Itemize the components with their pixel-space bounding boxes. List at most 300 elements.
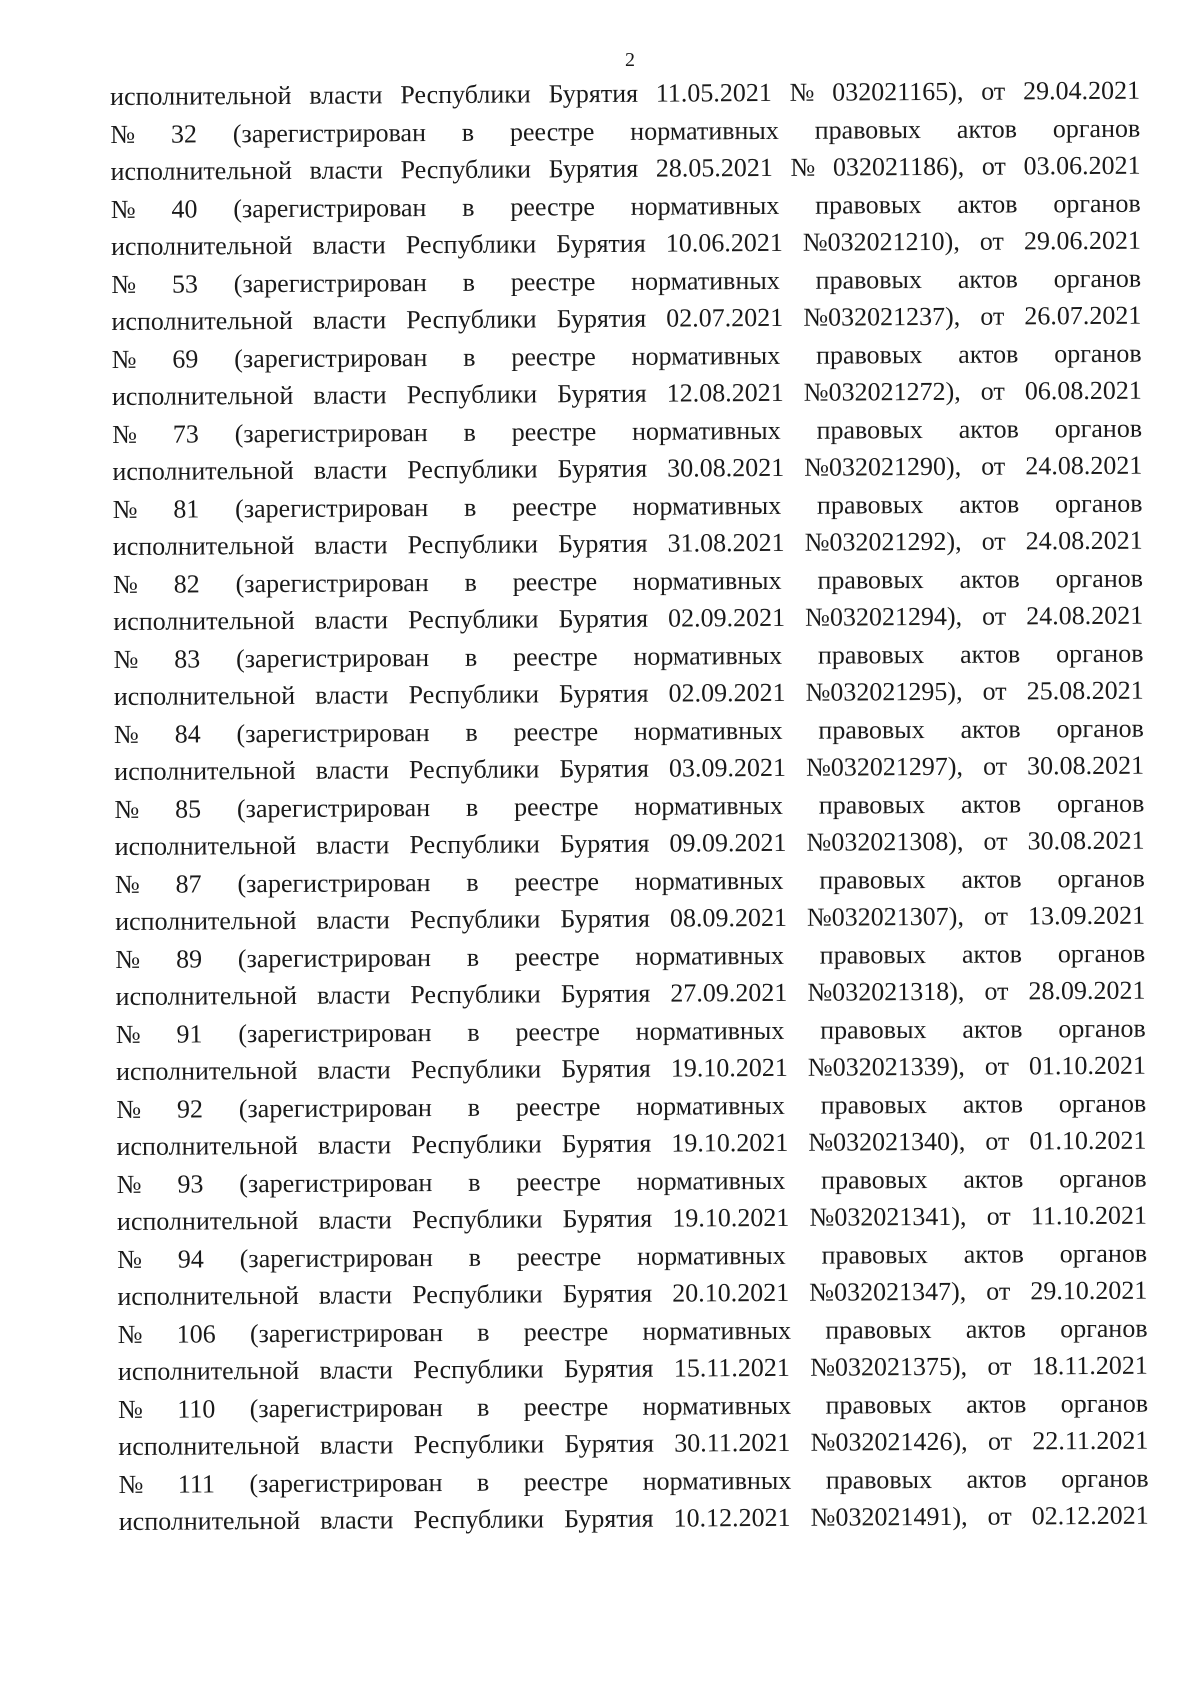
word: реестре bbox=[511, 416, 597, 447]
word: 28.09.2021 bbox=[1028, 975, 1146, 1006]
word: №032021375), bbox=[810, 1351, 968, 1382]
text-line bbox=[117, 1272, 1147, 1316]
word: власти bbox=[315, 680, 389, 710]
word: 11.10.2021 bbox=[1030, 1200, 1147, 1231]
word: 11.05.2021 bbox=[655, 77, 772, 108]
word: Бурятия bbox=[557, 378, 647, 409]
word: в bbox=[464, 642, 478, 672]
word: власти bbox=[316, 830, 390, 860]
word: Республики bbox=[406, 379, 538, 410]
word: нормативных bbox=[634, 790, 784, 821]
word: 08.09.2021 bbox=[669, 902, 787, 933]
word: в bbox=[477, 1317, 490, 1347]
word: 69 bbox=[172, 343, 199, 374]
word: правовых bbox=[817, 564, 924, 595]
word: 87 bbox=[175, 868, 202, 899]
word: № bbox=[111, 344, 137, 374]
word: Республики bbox=[413, 1354, 544, 1385]
word: (зарегистрирован bbox=[239, 1242, 433, 1273]
word: от bbox=[986, 1201, 1011, 1231]
word: нормативных bbox=[642, 1390, 792, 1421]
word: правовых bbox=[825, 1389, 932, 1420]
word: исполнительной bbox=[111, 380, 294, 411]
word: правовых bbox=[815, 189, 922, 220]
word: №032021340), bbox=[808, 1126, 966, 1157]
word: исполнительной bbox=[110, 230, 293, 261]
word: 53 bbox=[171, 268, 199, 299]
word: № bbox=[112, 494, 138, 524]
word: 24.08.2021 bbox=[1026, 600, 1144, 631]
word: нормативных bbox=[635, 1015, 785, 1046]
word: власти bbox=[316, 905, 390, 935]
word: 02.09.2021 bbox=[667, 602, 786, 633]
word: Республики bbox=[408, 679, 540, 710]
word: реестре bbox=[523, 1466, 609, 1496]
word: власти bbox=[313, 455, 388, 485]
word: 93 bbox=[177, 1168, 204, 1199]
word: Республики bbox=[407, 529, 539, 560]
word: (зарегистрирован bbox=[249, 1467, 443, 1498]
word: Республики bbox=[410, 1054, 542, 1085]
word: актов bbox=[966, 1463, 1027, 1494]
word: 29.04.2021 bbox=[1022, 75, 1141, 106]
word: правовых bbox=[819, 939, 927, 970]
word: власти bbox=[309, 80, 383, 110]
word: реестре bbox=[511, 341, 596, 372]
word: органов bbox=[1053, 263, 1142, 293]
word: Республики bbox=[410, 979, 541, 1010]
word: в bbox=[461, 117, 475, 147]
text-line bbox=[112, 447, 1142, 491]
word: 22.11.2021 bbox=[1032, 1425, 1149, 1456]
word: Республики bbox=[407, 454, 538, 485]
word: исполнительной bbox=[112, 530, 295, 561]
word: органов bbox=[1057, 863, 1145, 893]
word: нормативных bbox=[630, 115, 779, 146]
text-line bbox=[115, 972, 1145, 1016]
word: № bbox=[114, 869, 140, 899]
word: 84 bbox=[174, 718, 201, 749]
text-line bbox=[112, 409, 1142, 453]
word: актов bbox=[960, 713, 1021, 744]
word: актов bbox=[963, 1238, 1024, 1269]
word: от bbox=[982, 751, 1008, 781]
word: от bbox=[979, 226, 1004, 256]
word: (зарегистрирован bbox=[235, 492, 429, 523]
word: правовых bbox=[817, 639, 925, 670]
word: в bbox=[476, 1467, 490, 1497]
word: Бурятия bbox=[561, 1053, 651, 1084]
word: в bbox=[464, 567, 477, 597]
word: Республики bbox=[411, 1129, 542, 1160]
word: Бурятия bbox=[556, 228, 646, 259]
text-line bbox=[118, 1459, 1148, 1503]
word: 82 bbox=[173, 568, 200, 599]
word: нормативных bbox=[633, 715, 783, 746]
word: органов bbox=[1056, 713, 1144, 743]
word: исполнительной bbox=[110, 155, 293, 186]
word: Республики bbox=[406, 304, 537, 335]
text-line bbox=[117, 1234, 1147, 1278]
word: № bbox=[114, 794, 140, 824]
word: исполнительной bbox=[117, 1355, 300, 1386]
word: 24.08.2021 bbox=[1025, 450, 1143, 481]
word: нормативных bbox=[632, 565, 782, 596]
word: органов bbox=[1055, 563, 1144, 593]
word: 01.10.2021 bbox=[1028, 1050, 1147, 1081]
word: № bbox=[116, 1094, 142, 1124]
word: актов bbox=[962, 1013, 1023, 1044]
word: от bbox=[981, 451, 1006, 481]
word: исполнительной bbox=[116, 1130, 299, 1161]
word: власти bbox=[319, 1355, 393, 1385]
word: реестре bbox=[514, 941, 600, 972]
word: 28.05.2021 bbox=[655, 152, 773, 183]
word: актов bbox=[961, 863, 1022, 894]
page-number: 2 bbox=[625, 49, 635, 71]
word: органов bbox=[1055, 638, 1144, 668]
word: власти bbox=[320, 1505, 394, 1535]
word: №032021237), bbox=[803, 301, 961, 332]
word: в bbox=[462, 192, 475, 222]
word: исполнительной bbox=[113, 680, 296, 711]
text-line bbox=[116, 1122, 1146, 1166]
word: 10.12.2021 bbox=[673, 1502, 791, 1533]
word: 02.09.2021 bbox=[668, 677, 786, 708]
word: 09.09.2021 bbox=[669, 827, 787, 858]
word: №032021426), bbox=[810, 1426, 968, 1457]
word: власти bbox=[317, 1055, 391, 1085]
word: Республики bbox=[407, 604, 539, 635]
word: (зарегистрирован bbox=[232, 117, 427, 148]
text-line bbox=[112, 372, 1142, 416]
word: 32 bbox=[170, 118, 198, 149]
word: (зарегистрирован bbox=[235, 642, 430, 673]
word: №032021290), bbox=[804, 451, 962, 482]
word: Бурятия bbox=[563, 1353, 654, 1384]
word: от bbox=[980, 301, 1005, 331]
text-line bbox=[116, 1009, 1146, 1053]
text-line bbox=[114, 784, 1144, 828]
word: 19.10.2021 bbox=[672, 1202, 790, 1233]
word: Бурятия bbox=[558, 678, 649, 709]
text-line bbox=[114, 709, 1144, 753]
word: правовых bbox=[825, 1314, 932, 1345]
word: Бурятия bbox=[557, 528, 648, 559]
word: 03.09.2021 bbox=[668, 752, 787, 783]
word: исполнительной bbox=[114, 755, 296, 786]
word: 110 bbox=[177, 1393, 216, 1424]
word: реестре bbox=[509, 116, 595, 147]
word: № bbox=[116, 1169, 142, 1199]
word: Республики bbox=[408, 754, 540, 785]
word: (зарегистрирован bbox=[236, 792, 431, 823]
word: реестре bbox=[523, 1391, 609, 1421]
word: реестре bbox=[515, 1091, 601, 1122]
word: от bbox=[984, 1051, 1010, 1081]
word: органов bbox=[1057, 938, 1146, 968]
word: нормативных bbox=[635, 940, 784, 971]
text-line bbox=[113, 597, 1143, 641]
word: от bbox=[984, 976, 1009, 1006]
word: исполнительной bbox=[113, 605, 295, 636]
word: актов bbox=[959, 488, 1020, 519]
word: Республики bbox=[409, 829, 540, 860]
word: актов bbox=[963, 1163, 1024, 1194]
text-line bbox=[111, 259, 1141, 303]
word: № bbox=[118, 1394, 144, 1424]
text-line bbox=[118, 1347, 1148, 1391]
word: актов bbox=[957, 188, 1018, 219]
word: актов bbox=[958, 413, 1019, 444]
word: от bbox=[981, 76, 1006, 106]
word: реестре bbox=[523, 1316, 609, 1346]
word: органов bbox=[1060, 1313, 1148, 1343]
word: №032021347), bbox=[809, 1276, 967, 1307]
word: органов bbox=[1061, 1463, 1149, 1493]
word: 30.08.2021 bbox=[1027, 750, 1145, 781]
word: нормативных bbox=[642, 1315, 792, 1346]
word: правовых bbox=[818, 789, 926, 820]
text-line bbox=[118, 1422, 1148, 1466]
word: № bbox=[113, 569, 138, 599]
word: исполнительной bbox=[116, 1205, 299, 1236]
word: № bbox=[789, 77, 815, 107]
word: исполнительной bbox=[118, 1505, 301, 1536]
word: органов bbox=[1055, 488, 1143, 518]
word: Республики bbox=[405, 229, 537, 260]
word: Бурятия bbox=[562, 1203, 653, 1234]
word: 111 bbox=[177, 1468, 216, 1499]
text-line bbox=[113, 484, 1143, 528]
word: №032021210), bbox=[802, 226, 960, 257]
word: правовых bbox=[815, 264, 923, 295]
word: власти bbox=[317, 1130, 392, 1160]
word: № bbox=[110, 194, 136, 224]
word: Бурятия bbox=[562, 1278, 653, 1309]
word: актов bbox=[959, 563, 1020, 594]
text-line bbox=[114, 747, 1144, 791]
word: власти bbox=[312, 230, 386, 260]
word: реестре bbox=[512, 491, 597, 522]
word: правовых bbox=[816, 489, 924, 520]
word: 29.06.2021 bbox=[1023, 225, 1142, 256]
word: реестре bbox=[510, 191, 595, 222]
word: 19.10.2021 bbox=[671, 1127, 789, 1158]
word: реестре bbox=[513, 716, 599, 747]
word: 03.06.2021 bbox=[1023, 150, 1141, 181]
text-line bbox=[111, 222, 1141, 266]
word: 15.11.2021 bbox=[673, 1352, 790, 1383]
word: органов bbox=[1053, 188, 1141, 218]
word: власти bbox=[309, 155, 383, 185]
word: № bbox=[113, 719, 139, 749]
word: органов bbox=[1054, 338, 1142, 368]
text-line bbox=[117, 1197, 1147, 1241]
word: органов bbox=[1056, 788, 1145, 818]
word: Республики bbox=[400, 154, 532, 185]
word: от bbox=[981, 526, 1006, 556]
word: № bbox=[110, 119, 136, 149]
word: реестре bbox=[513, 791, 599, 822]
word: от bbox=[987, 1351, 1012, 1381]
word: 30.11.2021 bbox=[674, 1427, 791, 1458]
word: №032021341), bbox=[809, 1201, 967, 1232]
word: исполнительной bbox=[115, 1055, 298, 1086]
word: в bbox=[467, 1017, 480, 1047]
word: реестре bbox=[514, 866, 600, 897]
word: Республики bbox=[413, 1504, 545, 1535]
word: правовых bbox=[818, 714, 925, 745]
word: исполнительной bbox=[114, 830, 297, 861]
word: актов bbox=[961, 938, 1023, 969]
word: 01.10.2021 bbox=[1029, 1125, 1147, 1156]
word: от bbox=[983, 901, 1009, 931]
word: 032021186), bbox=[832, 151, 965, 182]
word: от bbox=[982, 601, 1007, 631]
word: (зарегистрирован bbox=[239, 1167, 433, 1198]
word: органов bbox=[1059, 1163, 1147, 1193]
word: 31.08.2021 bbox=[667, 527, 785, 558]
word: нормативных bbox=[631, 340, 781, 371]
word: №032021308), bbox=[806, 826, 964, 857]
text-line bbox=[118, 1309, 1148, 1353]
word: нормативных bbox=[634, 865, 784, 896]
text-line bbox=[113, 559, 1143, 603]
text-line bbox=[113, 522, 1143, 566]
word: в bbox=[466, 942, 480, 972]
word: от bbox=[980, 376, 1005, 406]
word: от bbox=[983, 826, 1008, 856]
word: Республики bbox=[412, 1279, 543, 1310]
word: №032021272), bbox=[803, 376, 961, 407]
word: (зарегистрирован bbox=[234, 417, 428, 448]
word: №032021297), bbox=[805, 751, 964, 782]
word: власти bbox=[315, 755, 390, 785]
word: правовых bbox=[814, 114, 922, 145]
word: реестре bbox=[512, 566, 598, 597]
word: в bbox=[465, 717, 478, 747]
word: исполнительной bbox=[110, 80, 292, 111]
text-line bbox=[110, 109, 1140, 153]
word: актов bbox=[966, 1388, 1027, 1419]
word: власти bbox=[318, 1280, 393, 1310]
word: Бурятия bbox=[563, 1503, 654, 1534]
word: в bbox=[468, 1167, 481, 1197]
word: реестре bbox=[515, 1016, 600, 1047]
word: от bbox=[987, 1426, 1013, 1456]
word: 02.12.2021 bbox=[1031, 1500, 1149, 1531]
word: Бурятия bbox=[559, 753, 650, 784]
word: Бурятия bbox=[564, 1428, 655, 1459]
word: актов bbox=[958, 338, 1019, 369]
word: № bbox=[118, 1469, 144, 1499]
word: 30.08.2021 bbox=[1027, 825, 1145, 856]
word: власти bbox=[319, 1430, 394, 1460]
word: от bbox=[985, 1126, 1010, 1156]
word: нормативных bbox=[633, 640, 783, 671]
word: 06.08.2021 bbox=[1024, 375, 1142, 406]
word: (зарегистрирован bbox=[235, 567, 429, 598]
word: № bbox=[111, 269, 137, 299]
text-line bbox=[117, 1159, 1147, 1203]
word: 18.11.2021 bbox=[1031, 1350, 1148, 1381]
word: 032021165), bbox=[832, 76, 964, 107]
word: 91 bbox=[176, 1018, 203, 1049]
word: исполнительной bbox=[111, 305, 293, 336]
word: Бурятия bbox=[560, 903, 650, 934]
word: нормативных bbox=[632, 490, 782, 521]
word: нормативных bbox=[630, 190, 780, 221]
word: реестре bbox=[516, 1241, 602, 1272]
word: Бурятия bbox=[557, 453, 648, 484]
word: власти bbox=[313, 380, 387, 410]
word: власти bbox=[314, 605, 389, 635]
word: исполнительной bbox=[118, 1430, 300, 1461]
word: 29.10.2021 bbox=[1030, 1275, 1148, 1306]
word: актов bbox=[965, 1313, 1027, 1344]
word: 40 bbox=[171, 193, 198, 224]
word: 27.09.2021 bbox=[670, 977, 788, 1008]
word: Бурятия bbox=[556, 303, 647, 334]
word: Бурятия bbox=[561, 1128, 652, 1159]
word: (зарегистрирован bbox=[233, 267, 427, 298]
word: в bbox=[477, 1392, 490, 1422]
word: 10.06.2021 bbox=[665, 227, 783, 258]
text-line bbox=[116, 1084, 1146, 1128]
word: 85 bbox=[175, 793, 202, 824]
word: №032021318), bbox=[807, 976, 965, 1007]
document-body bbox=[110, 72, 1149, 1541]
word: в bbox=[467, 1092, 481, 1122]
word: № bbox=[117, 1319, 143, 1349]
word: 12.08.2021 bbox=[666, 377, 784, 408]
word: №032021491), bbox=[810, 1501, 968, 1532]
text-line bbox=[115, 934, 1145, 978]
word: № bbox=[112, 419, 138, 449]
text-line bbox=[118, 1384, 1148, 1428]
word: актов bbox=[960, 788, 1022, 819]
text-line bbox=[111, 297, 1141, 341]
text-line bbox=[114, 672, 1144, 716]
word: исполнительной bbox=[115, 980, 298, 1011]
word: в bbox=[463, 417, 476, 447]
text-line bbox=[113, 634, 1143, 678]
word: Республики bbox=[413, 1429, 545, 1460]
word: Бурятия bbox=[558, 603, 649, 634]
text-line bbox=[110, 72, 1140, 116]
word: 20.10.2021 bbox=[672, 1277, 790, 1308]
word: от bbox=[982, 676, 1007, 706]
word: от bbox=[986, 1276, 1011, 1306]
word: Республики bbox=[400, 79, 531, 110]
word: нормативных bbox=[636, 1165, 786, 1196]
word: № bbox=[117, 1244, 143, 1274]
word: Бурятия bbox=[559, 828, 650, 859]
word: 30.08.2021 bbox=[667, 452, 785, 483]
word: правовых bbox=[825, 1464, 933, 1495]
word: 106 bbox=[176, 1318, 216, 1349]
word: (зарегистрирован bbox=[236, 717, 430, 748]
word: Бурятия bbox=[560, 978, 651, 1009]
word: 26.07.2021 bbox=[1024, 300, 1142, 331]
word: №032021307), bbox=[806, 901, 965, 932]
word: реестре bbox=[516, 1166, 601, 1197]
word: исполнительной bbox=[112, 455, 294, 486]
word: актов bbox=[959, 638, 1021, 669]
word: актов bbox=[962, 1088, 1024, 1119]
word: в bbox=[468, 1242, 482, 1272]
